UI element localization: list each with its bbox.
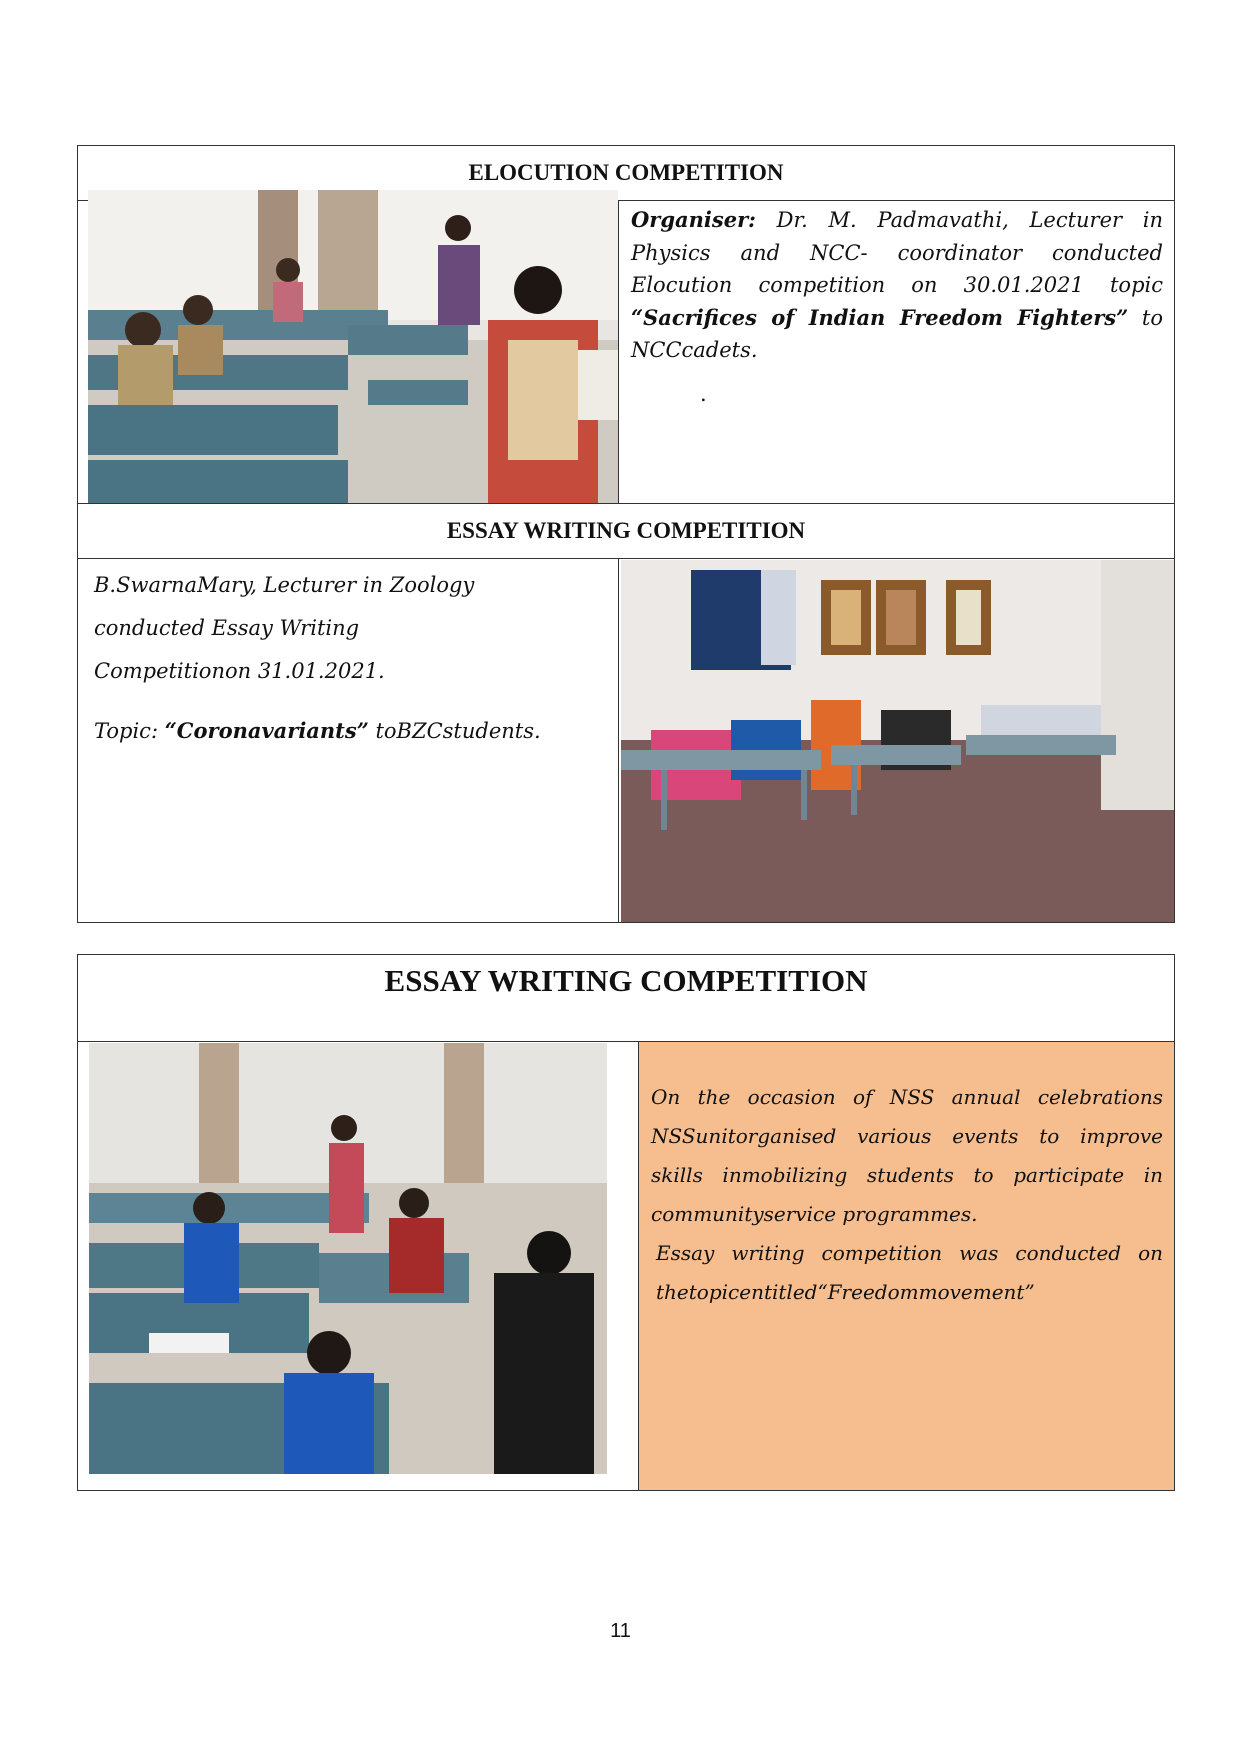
- essay-line-1: B.SwarnaMary, Lecturer in Zoology: [94, 573, 475, 597]
- elocution-essay-table: [77, 145, 1175, 923]
- nss-paragraph-1: On the occasion of NSS annual celebrations NSSunitorganised various events to improve skills inmobilizing students to participate in communityservice programmes.: [651, 1085, 1163, 1226]
- nss-essay-photo: [89, 1043, 607, 1474]
- essay-topic: “Coronavariants”: [164, 718, 369, 743]
- organiser-label: Organiser:: [631, 207, 756, 232]
- essay-description: [94, 564, 609, 753]
- essay-topic-line: [94, 709, 609, 753]
- elocution-topic: “Sacrifices of Indian Freedom Fighters”: [631, 304, 1129, 330]
- page-number: 11: [610, 1620, 631, 1642]
- divider: [618, 200, 619, 503]
- elocution-audience: to NCCcadets.: [631, 305, 1163, 362]
- elocution-description: [631, 204, 1163, 367]
- essay-hall-photo: [621, 560, 1174, 922]
- topic-label: Topic:: [94, 719, 159, 743]
- essay-line-2: conducted Essay Writing: [94, 616, 360, 640]
- divider: [618, 558, 619, 922]
- essay-line-3: Competitionon 31.01.2021.: [94, 659, 385, 683]
- nss-essay-title: ESSAY WRITING COMPETITION: [384, 963, 868, 998]
- organiser-text: Dr. M. Padmavathi, Lecturer in Physics and NCC- coordinator conducted Elocution competition on 30.01.2021 topic: [631, 208, 1163, 297]
- nss-paragraph-2: Essay writing competition was conducted on thetopicentitled“Freedommovement”: [656, 1241, 1163, 1304]
- elocution-title: ELOCUTION COMPETITION: [468, 160, 784, 185]
- essay-writing-title: ESSAY WRITING COMPETITION: [446, 518, 806, 543]
- stray-dot: .: [700, 382, 707, 406]
- nss-essay-table: [77, 954, 1175, 1491]
- divider: [78, 558, 1174, 559]
- essay-audience: toBZCstudents.: [375, 719, 541, 743]
- nss-description: [651, 1078, 1163, 1312]
- divider: [78, 503, 1174, 504]
- elocution-photo: [88, 190, 618, 503]
